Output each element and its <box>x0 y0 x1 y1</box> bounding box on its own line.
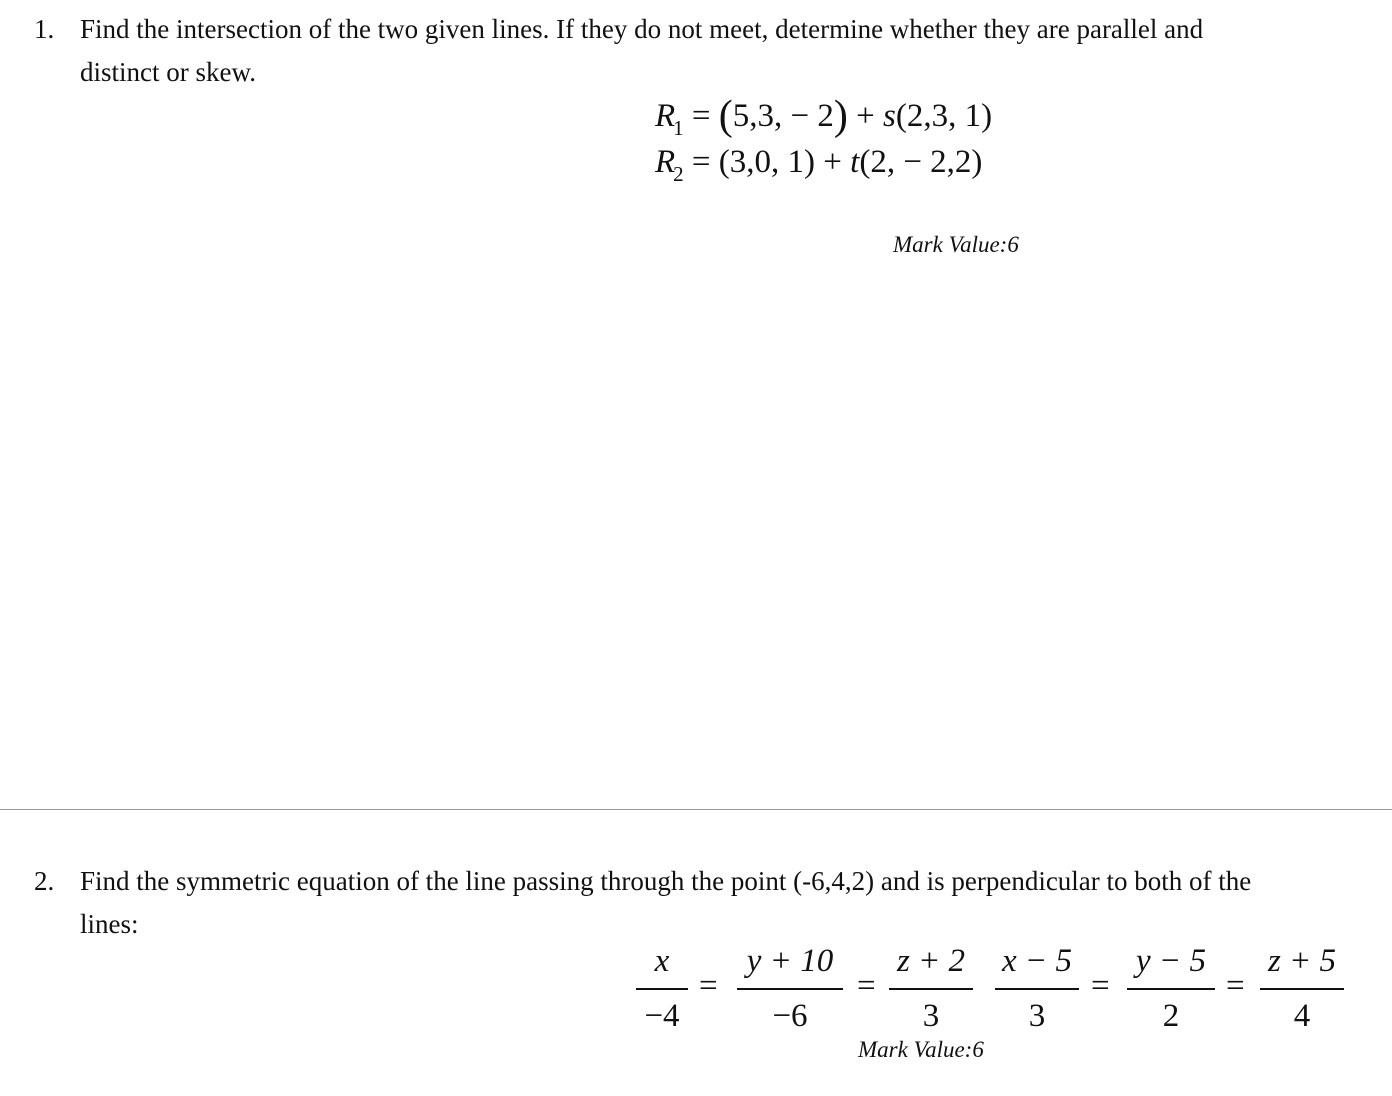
q2-text-line2: lines: <box>80 909 139 939</box>
fraction-2 <box>737 941 843 1036</box>
fraction-4-numerator: x − 5 <box>1002 943 1072 979</box>
fraction-5 <box>1127 941 1215 1036</box>
fraction-6-denominator: 4 <box>1293 998 1311 1034</box>
fraction-1-bar <box>636 988 688 990</box>
fraction-5-bar <box>1127 988 1215 990</box>
q2-mark-value: Mark Value:6 <box>858 1037 984 1062</box>
q1-mark-value: Mark Value:6 <box>893 232 1019 257</box>
fraction-1 <box>636 941 688 1036</box>
q1-text-line1: Find the intersection of the two given lines. If they do not meet, determine whether they are parallel and <box>80 14 1204 44</box>
r2-point: (3,0, 1) <box>718 144 816 180</box>
fraction-5-numerator: y − 5 <box>1136 943 1206 979</box>
r2-subscript: 2 <box>673 162 684 186</box>
fraction-3-bar <box>889 988 973 990</box>
fraction-1-denominator: −4 <box>644 998 680 1034</box>
q1-number: 1. <box>34 14 55 44</box>
q1-text-line2: distinct or skew. <box>80 57 256 87</box>
equals-sign-4: = <box>1226 968 1245 1004</box>
fraction-6-bar <box>1260 988 1344 990</box>
equals-sign-1: = <box>699 968 718 1004</box>
r1-subscript: 1 <box>673 116 684 140</box>
fraction-6-numerator: z + 5 <box>1267 943 1337 979</box>
fraction-4 <box>995 941 1079 1036</box>
q2-number: 2. <box>34 866 55 896</box>
fraction-4-denominator: 3 <box>1028 998 1046 1034</box>
q2-text-line1: Find the symmetric equation of the line passing through the point (-6,4,2) and is perpendicular to both of the <box>80 866 1252 896</box>
fraction-6 <box>1260 941 1344 1036</box>
section-divider <box>0 809 1392 810</box>
q1-equation-r2: $R_2 = (3,0$, 1) + t(2, − 2,2) <box>655 144 983 186</box>
fraction-3-denominator: 3 <box>922 998 940 1034</box>
fraction-2-denominator: −6 <box>772 998 808 1034</box>
equals-sign-3: = <box>1091 968 1110 1004</box>
fraction-3-numerator: z + 2 <box>896 943 966 979</box>
r1-direction: (2,3, 1) <box>895 98 993 134</box>
fraction-2-bar <box>737 988 843 990</box>
equals-sign-2: = <box>857 968 876 1004</box>
fraction-4-bar <box>995 988 1079 990</box>
fraction-3 <box>889 941 973 1036</box>
r1-param: s <box>883 98 896 134</box>
r1-name: R <box>655 98 676 134</box>
fraction-2-numerator: y + 10 <box>746 943 834 979</box>
r2-name: R <box>655 144 676 180</box>
fraction-5-denominator: 2 <box>1162 998 1180 1034</box>
r1-point: 5,3, − 2 <box>732 98 834 134</box>
fraction-1-numerator: x <box>654 943 670 979</box>
r2-param: t <box>850 144 860 180</box>
r2-direction: (2, − 2,2) <box>859 144 983 180</box>
q1-equation-r1: $R_1 = (5,3$, − 2) + s(2,3, 1) <box>655 93 993 140</box>
